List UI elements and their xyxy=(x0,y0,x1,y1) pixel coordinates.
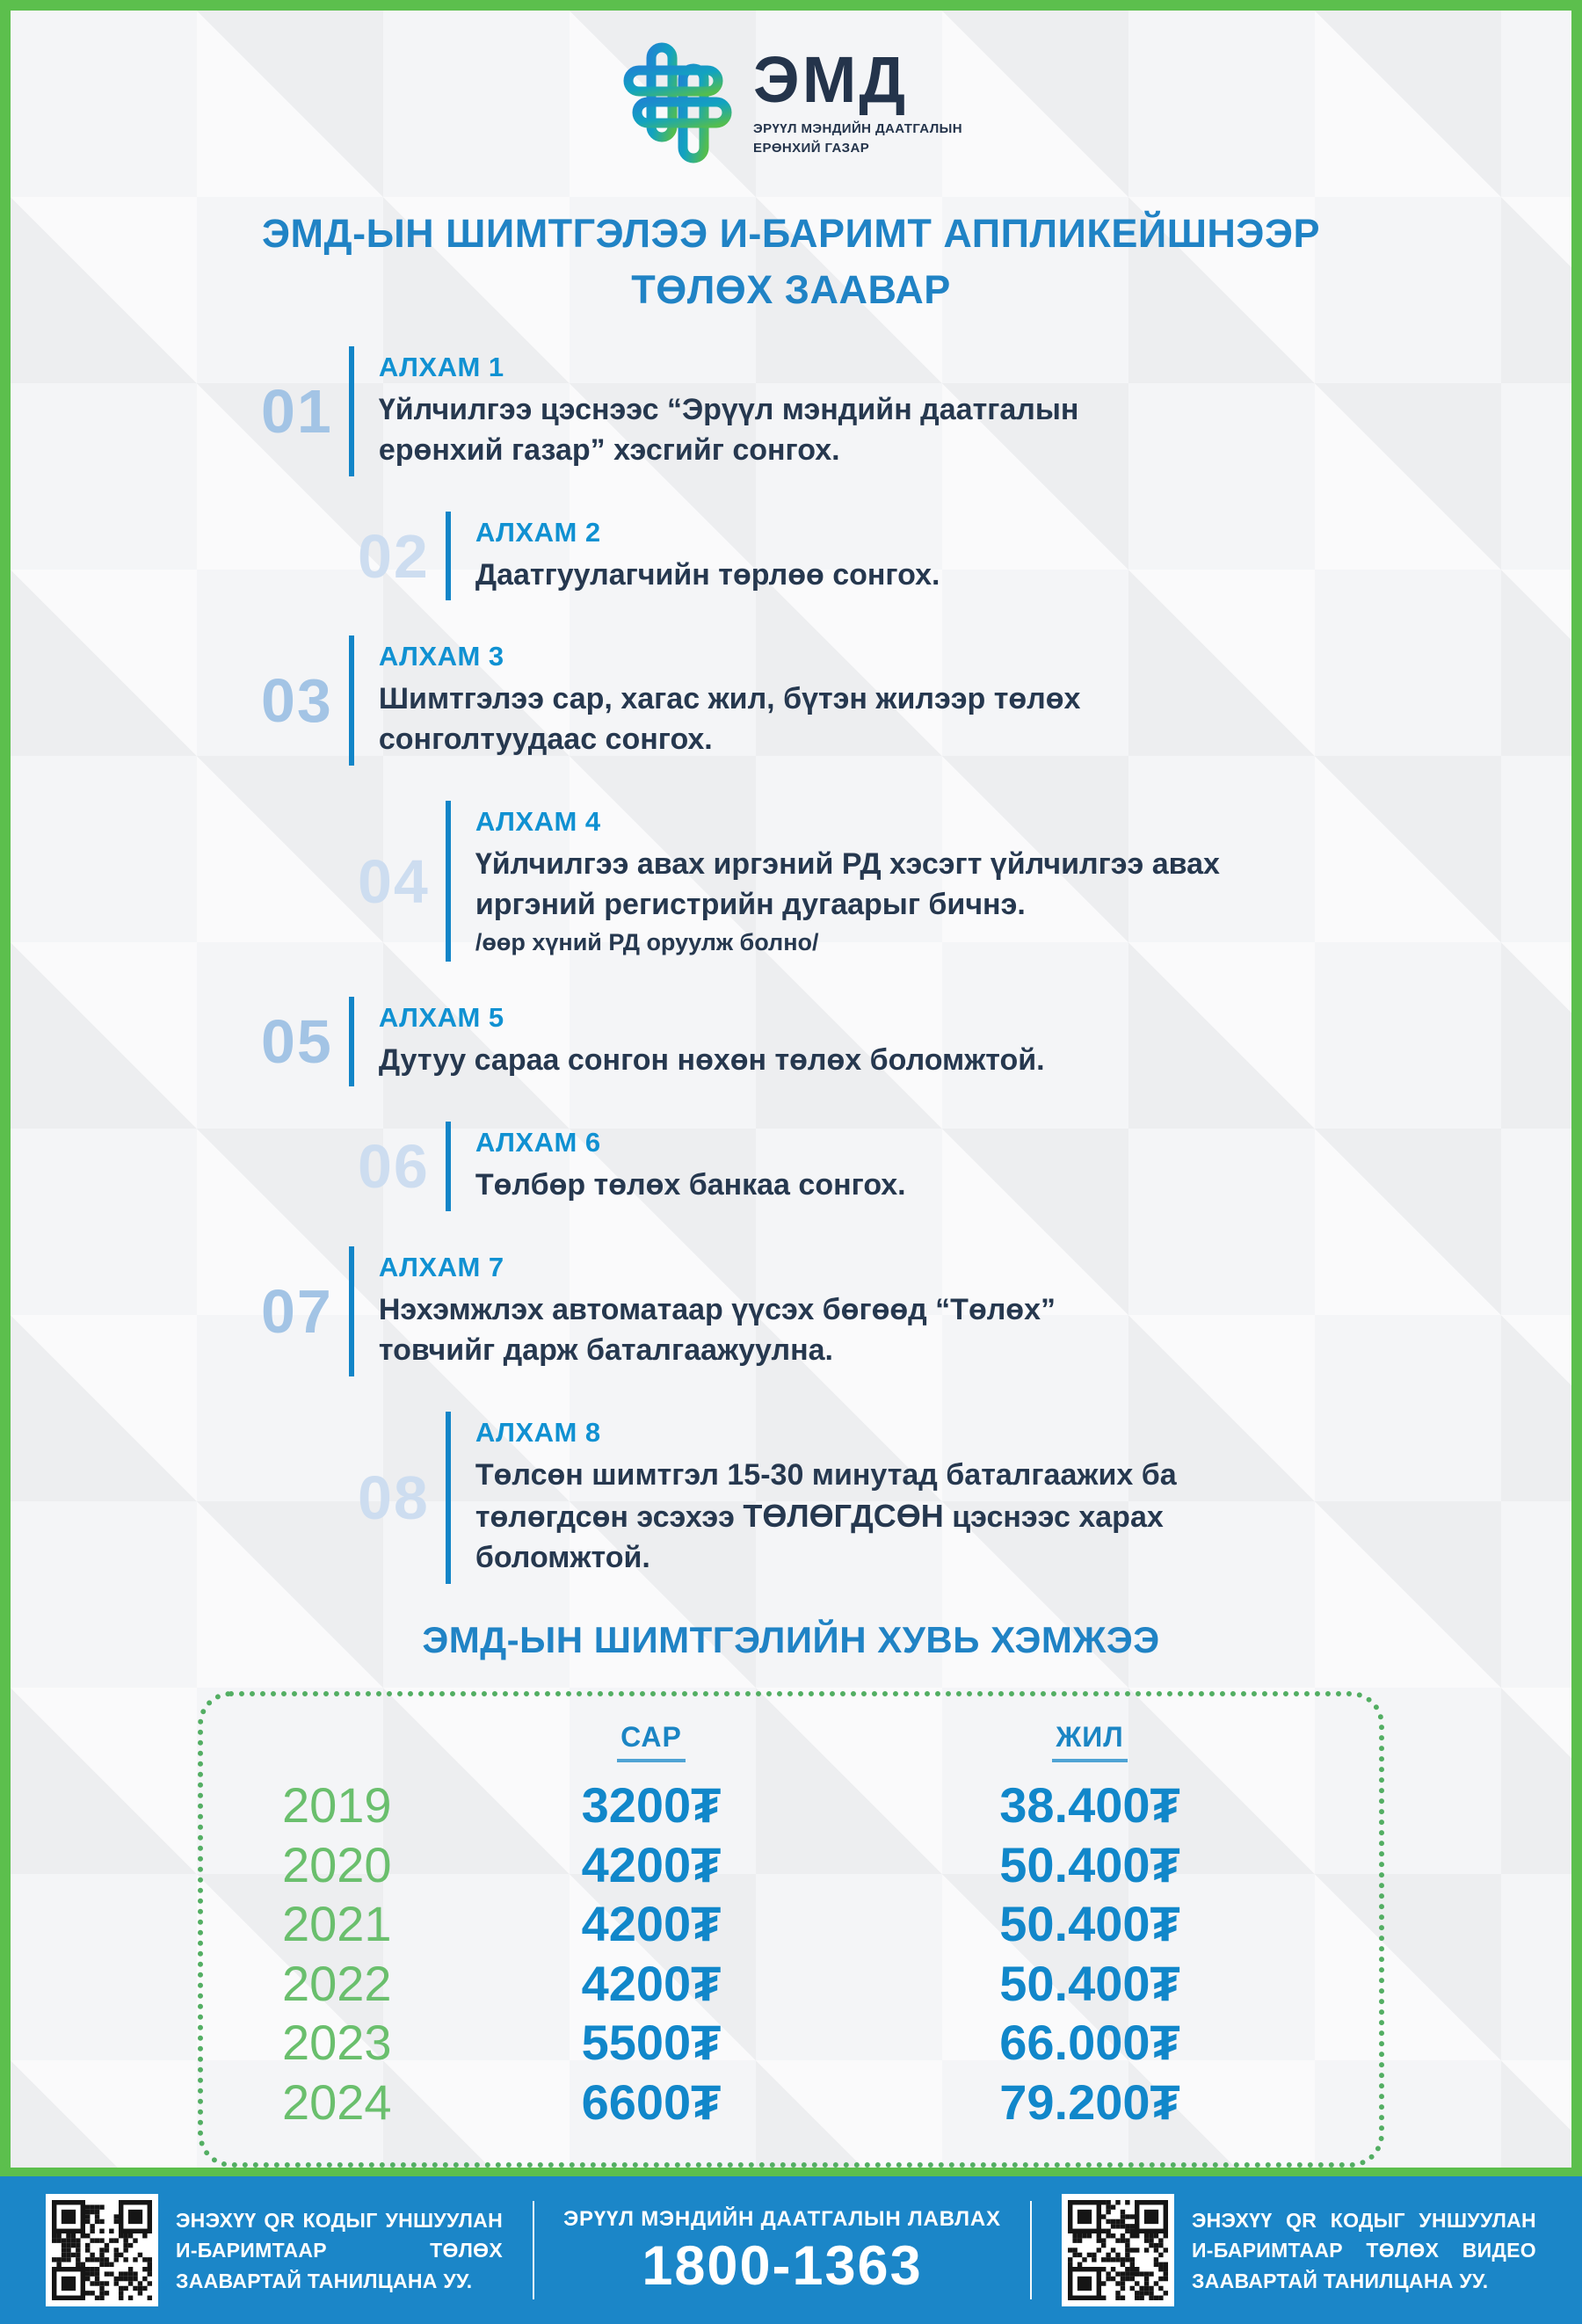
step-text: Үйлчилгээ цэснээс “Эрүүл мэндийн даатгалын ерөнхий газар” хэсгийг сонгох. xyxy=(378,392,1079,467)
logo-org-line2: ЕРӨНХИЙ ГАЗАР xyxy=(753,141,870,156)
rate-month-value: 4200₮ xyxy=(581,1836,722,1892)
hotline-number: 1800-1363 xyxy=(642,2234,923,2297)
rate-annual-value: 66.000₮ xyxy=(999,2015,1180,2071)
rate-year: 2020 xyxy=(282,1836,392,1892)
rates-header-year: ЖИЛ xyxy=(836,1721,1344,1775)
qr-code-left xyxy=(46,2194,158,2306)
step-6 xyxy=(358,1122,1571,1211)
step-1 xyxy=(261,346,1571,476)
rate-month-value: 6600₮ xyxy=(581,2073,722,2130)
step-label: АЛХАМ 6 xyxy=(475,1126,601,1158)
steps-list xyxy=(11,346,1571,1584)
step-body xyxy=(349,346,1143,476)
rate-year: 2019 xyxy=(282,1777,392,1834)
step-body xyxy=(446,1122,906,1211)
rate-month-value: 5500₮ xyxy=(581,2015,722,2071)
logo-text xyxy=(753,43,962,158)
rate-month-value: 3200₮ xyxy=(581,1777,722,1834)
logo-org-line1: ЭРҮҮЛ МЭНДИЙН ДААТГАЛЫН xyxy=(753,121,962,137)
step-label: АЛХАМ 5 xyxy=(378,1002,504,1034)
step-number: 03 xyxy=(261,666,333,736)
knot-icon xyxy=(620,39,736,167)
rate-year: 2021 xyxy=(282,1896,392,1952)
poster-body xyxy=(11,11,1571,2168)
step-number: 07 xyxy=(261,1276,333,1346)
step-5 xyxy=(261,997,1571,1086)
rates-header-month: САР xyxy=(467,1721,836,1775)
step-label: АЛХАМ 1 xyxy=(378,351,504,382)
step-body xyxy=(349,1246,1143,1376)
step-text: Даатгуулагчийн төрлөө сонгох. xyxy=(475,557,940,592)
step-text: Үйлчилгээ авах иргэний РД хэсэгт үйлчилгээ авах иргэний регистрийн дугаарыг бичнэ. xyxy=(475,847,1220,922)
step-text: Шимтгэлээ сар, хагас жил, бүтэн жилээр төлөх сонголтуудаас сонгох. xyxy=(378,682,1081,757)
step-label: АЛХАМ 2 xyxy=(475,516,601,548)
page-title xyxy=(11,206,1571,318)
step-3 xyxy=(261,635,1571,766)
step-text-before: Төлсөн шимтгэл 15-30 минутад баталгаажих ба төлөгдсөн эсэхээ xyxy=(475,1457,1177,1535)
footer xyxy=(0,2168,1582,2324)
step-text: Дутуу сараа сонгон нөхөн төлөх боломжтой. xyxy=(378,1043,1045,1078)
step-text-after: цэснээс харах боломжтой. xyxy=(475,1500,1164,1575)
qr-code-right xyxy=(1062,2194,1174,2306)
qr-note-left: ЭНЭХҮҮ QR КОДЫГ УНШУУЛАН И-БАРИМТААР ТӨЛӨХ ЗААВАРТАЙ ТАНИЛЦАНА УУ. xyxy=(176,2208,503,2292)
qr-note-right: ЭНЭХҮҮ QR КОДЫГ УНШУУЛАН И-БАРИМТААР ТӨЛӨХ ВИДЕО ЗААВАРТАЙ ТАНИЛЦАНА УУ. xyxy=(1191,2208,1536,2292)
step-body xyxy=(446,1412,1240,1585)
step-number: 08 xyxy=(358,1463,430,1532)
rate-month-value: 4200₮ xyxy=(581,1896,722,1952)
step-text: Нэхэмжлэх автоматаар үүсэх бөгөөд “Төлөх” товчийг дарж баталгаажуулна. xyxy=(378,1292,1056,1367)
page-title-line2: ТӨЛӨХ ЗААВАР xyxy=(631,266,951,312)
rates-section-title: ЭМД-ЫН ШИМТГЭЛИЙН ХУВЬ ХЭМЖЭЭ xyxy=(422,1619,1160,1661)
rate-year: 2022 xyxy=(282,1955,392,2011)
step-number: 06 xyxy=(358,1131,430,1201)
step-4 xyxy=(358,801,1571,962)
rate-annual-value: 79.200₮ xyxy=(999,2073,1180,2130)
rate-annual-value: 50.400₮ xyxy=(999,1836,1180,1892)
step-number: 04 xyxy=(358,846,430,916)
hotline-label: ЭРҮҮЛ МЭНДИЙН ДААТГАЛЫН ЛАВЛАХ xyxy=(563,2206,1001,2231)
step-number: 02 xyxy=(358,521,430,591)
step-text xyxy=(475,1456,1240,1580)
rate-annual-value: 38.400₮ xyxy=(999,1777,1180,1834)
rate-year: 2024 xyxy=(282,2073,392,2130)
step-label: АЛХАМ 7 xyxy=(378,1251,504,1282)
rate-annual-value: 50.400₮ xyxy=(999,1896,1180,1952)
step-2 xyxy=(358,512,1571,601)
rates-header-empty xyxy=(238,1742,467,1754)
footer-left-section xyxy=(46,2194,503,2306)
step-text-bold: ТӨЛӨГДСӨН xyxy=(743,1498,944,1535)
step-text: Төлбөр төлөх банкаа сонгох. xyxy=(475,1167,906,1202)
rate-year: 2023 xyxy=(282,2015,392,2071)
logo-org-name xyxy=(753,120,962,158)
step-label: АЛХАМ 3 xyxy=(378,641,504,672)
step-8 xyxy=(358,1412,1571,1585)
hotline xyxy=(563,2206,1001,2297)
logo xyxy=(11,11,1571,167)
step-body xyxy=(349,635,1143,766)
footer-right-section xyxy=(1062,2194,1536,2306)
step-body xyxy=(446,512,940,601)
rates-table xyxy=(198,1691,1384,2168)
step-7 xyxy=(261,1246,1571,1376)
footer-divider xyxy=(533,2201,534,2299)
step-body xyxy=(349,997,1045,1086)
logo-acronym: ЭМД xyxy=(753,43,909,117)
rate-month-value: 4200₮ xyxy=(581,1955,722,2011)
step-label: АЛХАМ 4 xyxy=(475,806,601,838)
step-number: 05 xyxy=(261,1006,333,1076)
step-label: АЛХАМ 8 xyxy=(475,1416,601,1448)
rate-annual-value: 50.400₮ xyxy=(999,1955,1180,2011)
step-body xyxy=(446,801,1240,962)
footer-divider xyxy=(1030,2201,1032,2299)
page-title-line1: ЭМД-ЫН ШИМТГЭЛЭЭ И-БАРИМТ АППЛИКЕЙШНЭЭР xyxy=(262,211,1320,256)
step-number: 01 xyxy=(261,376,333,446)
step-note: /өөр хүний РД оруулж болно/ xyxy=(475,929,819,956)
